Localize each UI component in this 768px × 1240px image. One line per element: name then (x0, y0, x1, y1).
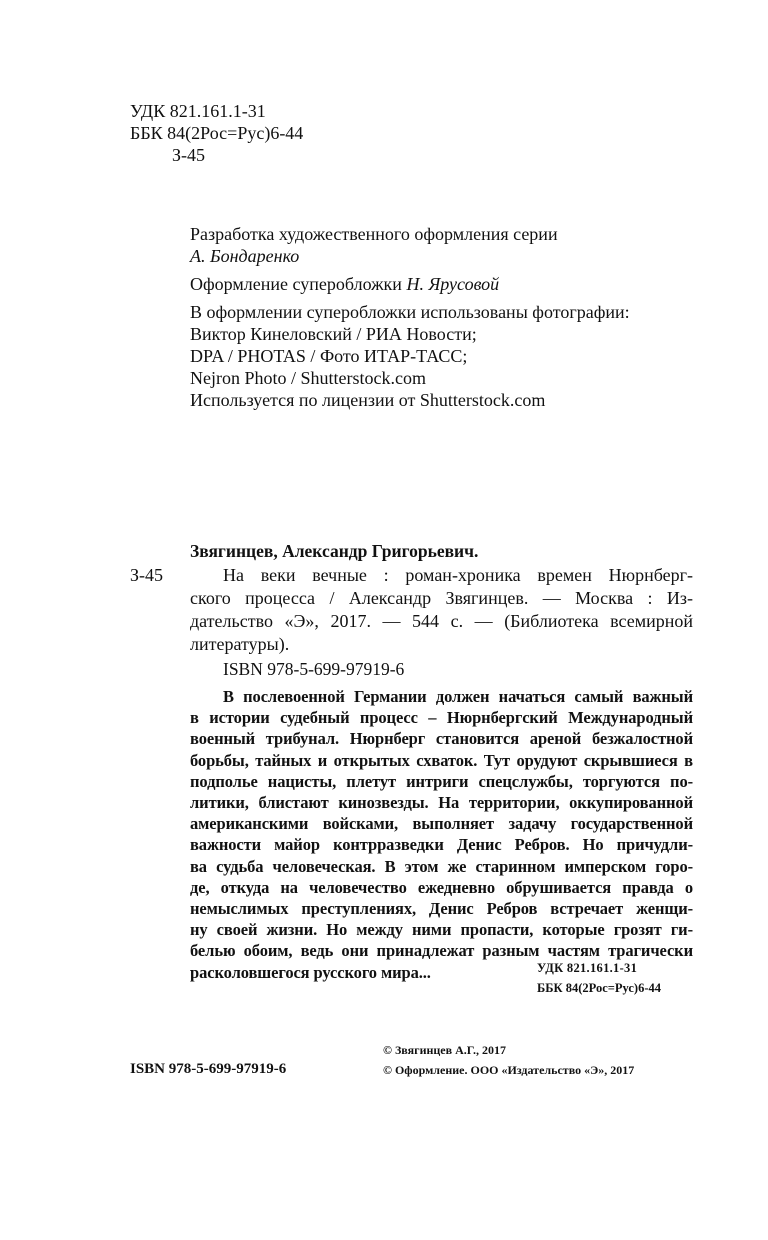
annotation-line: литики, блистают кинозвезды. На территории, оккупированной (190, 793, 693, 813)
catalog-author-mark: З-45 (130, 565, 164, 585)
description-line: дательство «Э», 2017. — 544 с. — (Библиотека всемирной (190, 611, 693, 631)
top-bbk: ББК 84(2Рос=Рус)6-44 (130, 123, 304, 143)
catalog-description (190, 564, 693, 656)
series-design-author: А. Бондаренко (190, 246, 300, 266)
top-classification (130, 100, 303, 166)
annotation-line: белью обоим, ведь они принадлежат разным частям трагически (190, 941, 693, 961)
description-line: литературы). (190, 634, 290, 654)
annotation-line: в истории судебный процесс – Нюрнбергский Международный (190, 708, 693, 728)
catalog-bbk: ББК 84(2Рос=Рус)6-44 (537, 981, 661, 995)
description-line: ского процесса / Александр Звягинцев. — Москва : Из- (190, 588, 693, 608)
copyright-design: © Оформление. ООО «Издательство «Э», 2017 (383, 1063, 635, 1077)
annotation-line: военный трибунал. Нюрнберг становится ареной безжалостной (190, 729, 693, 749)
catalog-annotation (190, 686, 693, 983)
annotation-line: расколовшегося русского мира... (190, 962, 431, 982)
catalog-classification (537, 958, 661, 998)
annotation-line: ва судьба человеческая. В этом же старинном имперском горо- (190, 856, 693, 876)
annotation-line: важности майор контрразведки Денис Ребров. Но причудли- (190, 835, 693, 855)
photo-credit-line: Виктор Кинеловский / РИА Новости; (190, 324, 477, 344)
annotation-line: немыслимых преступлениях, Денис Ребров встречает женщи- (190, 899, 693, 919)
annotation-line: де, откуда на человечество ежедневно обрушивается правда о (190, 877, 693, 897)
footer-isbn: ISBN 978-5-699-97919-6 (130, 1061, 287, 1077)
top-author-mark: З-45 (172, 145, 206, 165)
annotation-line: американскими войсками, выполняет задачу государственной (190, 814, 693, 834)
series-design-credit (190, 223, 558, 267)
top-udk: УДК 821.161.1-31 (130, 101, 266, 121)
catalog-isbn: ISBN 978-5-699-97919-6 (223, 659, 405, 679)
photo-credits (190, 301, 630, 411)
description-line: На веки вечные : роман-хроника времен Нюрнберг- (223, 565, 693, 585)
cover-design-label: Оформление суперобложки (190, 274, 402, 294)
photo-credit-line: В оформлении суперобложки использованы фотографии: (190, 302, 630, 322)
annotation-line: подполье нацисты, плетут интриги спецслужбы, торгуются по- (190, 771, 693, 791)
series-design-label: Разработка художественного оформления серии (190, 224, 558, 244)
cover-design-author: Н. Ярусовой (406, 274, 500, 294)
photo-credit-line: Используется по лицензии от Shutterstock.com (190, 390, 546, 410)
photo-credit-line: Nejron Photo / Shutterstock.com (190, 368, 426, 388)
annotation-line: ну своей жизни. Но между ними пропасти, которые грозят ги- (190, 920, 693, 940)
annotation-line: борьбы, тайных и открытых схваток. Тут орудуют скрывшиеся в (190, 750, 693, 770)
photo-credit-line: DPA / PHOTAS / Фото ИТАР-ТАСС; (190, 346, 468, 366)
cover-design-credit (190, 273, 499, 295)
footer-copyright (383, 1040, 634, 1080)
copyright-author: © Звягинцев А.Г., 2017 (383, 1043, 507, 1057)
catalog-author-heading: Звягинцев, Александр Григорьевич. (190, 541, 479, 561)
annotation-line: В послевоенной Германии должен начаться самый важный (223, 687, 693, 706)
catalog-udk: УДК 821.161.1-31 (537, 961, 638, 975)
